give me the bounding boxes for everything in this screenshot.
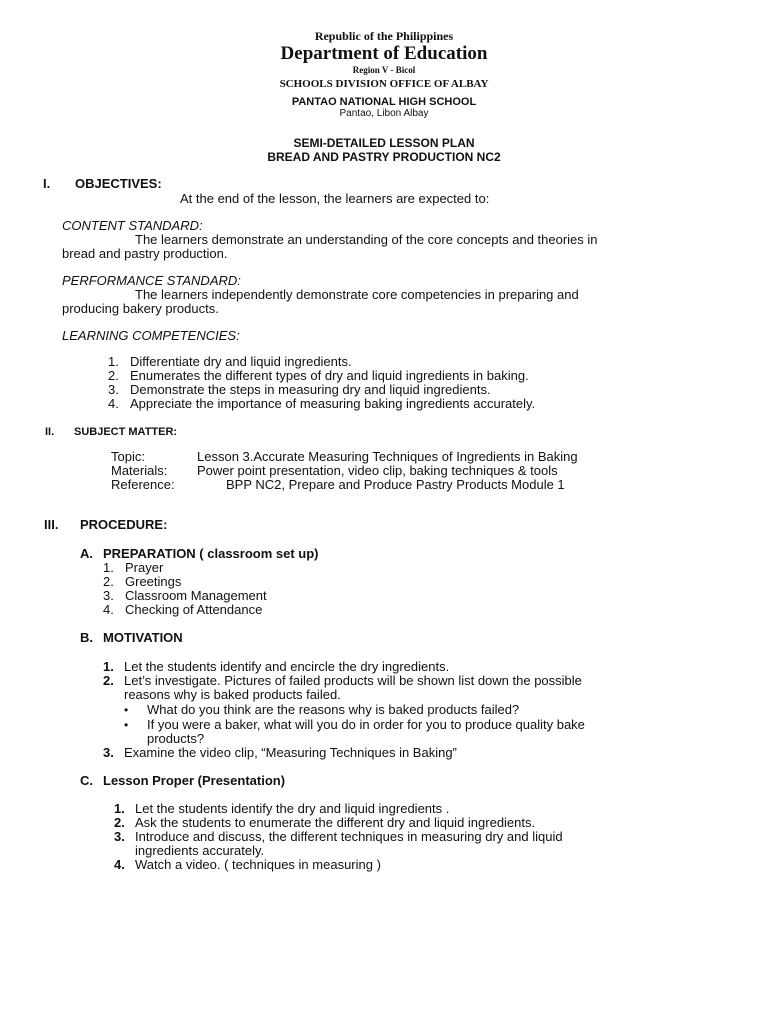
motivation-item-3-number: 3.: [103, 745, 114, 760]
motivation-bullet-2-line-1: If you were a baker, what will you do in order for you to produce quality bake: [147, 717, 585, 732]
lesson-plan-subject: BREAD AND PASTRY PRODUCTION NC2: [267, 150, 501, 164]
lesson-plan-title: SEMI-DETAILED LESSON PLAN: [293, 136, 475, 150]
item-number: 3.: [103, 588, 114, 603]
republic-text: Republic of the Philippines: [314, 29, 454, 43]
subject-matter-numeral: II.: [45, 426, 55, 438]
lesson-proper-letter: C.: [80, 773, 93, 788]
region-text: Region V - Bicol: [352, 65, 416, 75]
reference-label: Reference:: [111, 477, 175, 492]
content-standard-text-2: bread and pastry production.: [62, 246, 228, 261]
content-standard-label: CONTENT STANDARD:: [62, 218, 203, 233]
division-text: SCHOOLS DIVISION OFFICE OF ALBAY: [279, 78, 489, 90]
lesson-proper-item-4-text: Watch a video. ( techniques in measuring ): [135, 857, 381, 872]
topic-label: Topic:: [111, 449, 145, 464]
motivation-item-2-text-2: reasons why is baked products failed.: [124, 687, 341, 702]
content-standard-text-1: The learners demonstrate an understanding of the core concepts and theories in: [135, 232, 598, 247]
performance-standard-text-1: The learners independently demonstrate core competencies in preparing and: [135, 287, 579, 302]
motivation-item-3-text: Examine the video clip, “Measuring Techniques in Baking”: [124, 745, 457, 760]
objectives-heading: OBJECTIVES:: [75, 176, 162, 191]
performance-standard-label: PERFORMANCE STANDARD:: [62, 273, 241, 288]
item-number: 1.: [108, 354, 119, 369]
procedure-numeral: III.: [44, 517, 59, 532]
bullet-icon: [124, 718, 134, 732]
motivation-item-2-number: 2.: [103, 673, 114, 688]
item-text: Classroom Management: [125, 588, 267, 603]
motivation-heading: MOTIVATION: [103, 630, 183, 645]
motivation-bullet-2-line-2: products?: [147, 731, 205, 746]
lesson-proper-item-1-number: 1.: [114, 801, 125, 816]
topic-value: Lesson 3.Accurate Measuring Techniques of Ingredients in Baking: [197, 449, 578, 464]
item-number: 3.: [108, 382, 119, 397]
subject-matter-heading: SUBJECT MATTER:: [74, 426, 178, 438]
motivation-letter: B.: [80, 630, 93, 645]
lesson-proper-item-2-text: Ask the students to enumerate the different dry and liquid ingredients.: [135, 815, 536, 830]
preparation-heading: PREPARATION ( classroom set up): [103, 546, 319, 561]
school-address: Pantao, Libon Albay: [339, 108, 429, 119]
lesson-proper-heading: Lesson Proper (Presentation): [103, 773, 286, 788]
item-number: 2.: [108, 368, 119, 383]
motivation-item-1-number: 1.: [103, 659, 114, 674]
item-text: Differentiate dry and liquid ingredients.: [130, 354, 352, 369]
motivation-item-1-text: Let the students identify and encircle the dry ingredients.: [124, 659, 450, 674]
item-number: 1.: [103, 560, 114, 575]
lesson-proper-item-3-text-1: Introduce and discuss, the different techniques in measuring dry and liquid: [135, 829, 563, 844]
lesson-proper-item-1-text: Let the students identify the dry and liquid ingredients .: [135, 801, 450, 816]
item-text: Prayer: [125, 560, 164, 575]
bullet-icon: [124, 703, 134, 717]
objectives-intro: At the end of the lesson, the learners are expected to:: [180, 191, 490, 206]
lesson-proper-item-2-number: 2.: [114, 815, 125, 830]
item-text: Enumerates the different types of dry and liquid ingredients in baking.: [130, 368, 529, 383]
lesson-proper-item-3-text-2: ingredients accurately.: [135, 843, 265, 858]
item-text: Checking of Attendance: [125, 602, 263, 617]
item-number: 2.: [103, 574, 114, 589]
materials-value: Power point presentation, video clip, baking techniques & tools: [197, 463, 558, 478]
materials-label: Materials:: [111, 463, 168, 478]
item-text: Demonstrate the steps in measuring dry and liquid ingredients.: [130, 382, 491, 397]
procedure-heading: PROCEDURE:: [80, 517, 168, 532]
motivation-bullet-1: What do you think are the reasons why is baked products failed?: [147, 702, 520, 717]
item-number: 4.: [103, 602, 114, 617]
motivation-item-2-text-1: Let’s investigate. Pictures of failed products will be shown list down the possible: [124, 673, 582, 688]
lesson-proper-item-3-number: 3.: [114, 829, 125, 844]
objectives-numeral: I.: [43, 176, 51, 191]
reference-value: BPP NC2, Prepare and Produce Pastry Products Module 1: [226, 477, 565, 492]
school-name: PANTAO NATIONAL HIGH SCHOOL: [291, 96, 477, 108]
preparation-letter: A.: [80, 546, 93, 561]
item-text: Greetings: [125, 574, 182, 589]
lesson-proper-item-4-number: 4.: [114, 857, 125, 872]
department-title: Department of Education: [280, 43, 488, 64]
item-text: Appreciate the importance of measuring baking ingredients accurately.: [130, 396, 536, 411]
performance-standard-text-2: producing bakery products.: [62, 301, 219, 316]
learning-competencies-label: LEARNING COMPETENCIES:: [62, 328, 240, 343]
item-number: 4.: [108, 396, 119, 411]
